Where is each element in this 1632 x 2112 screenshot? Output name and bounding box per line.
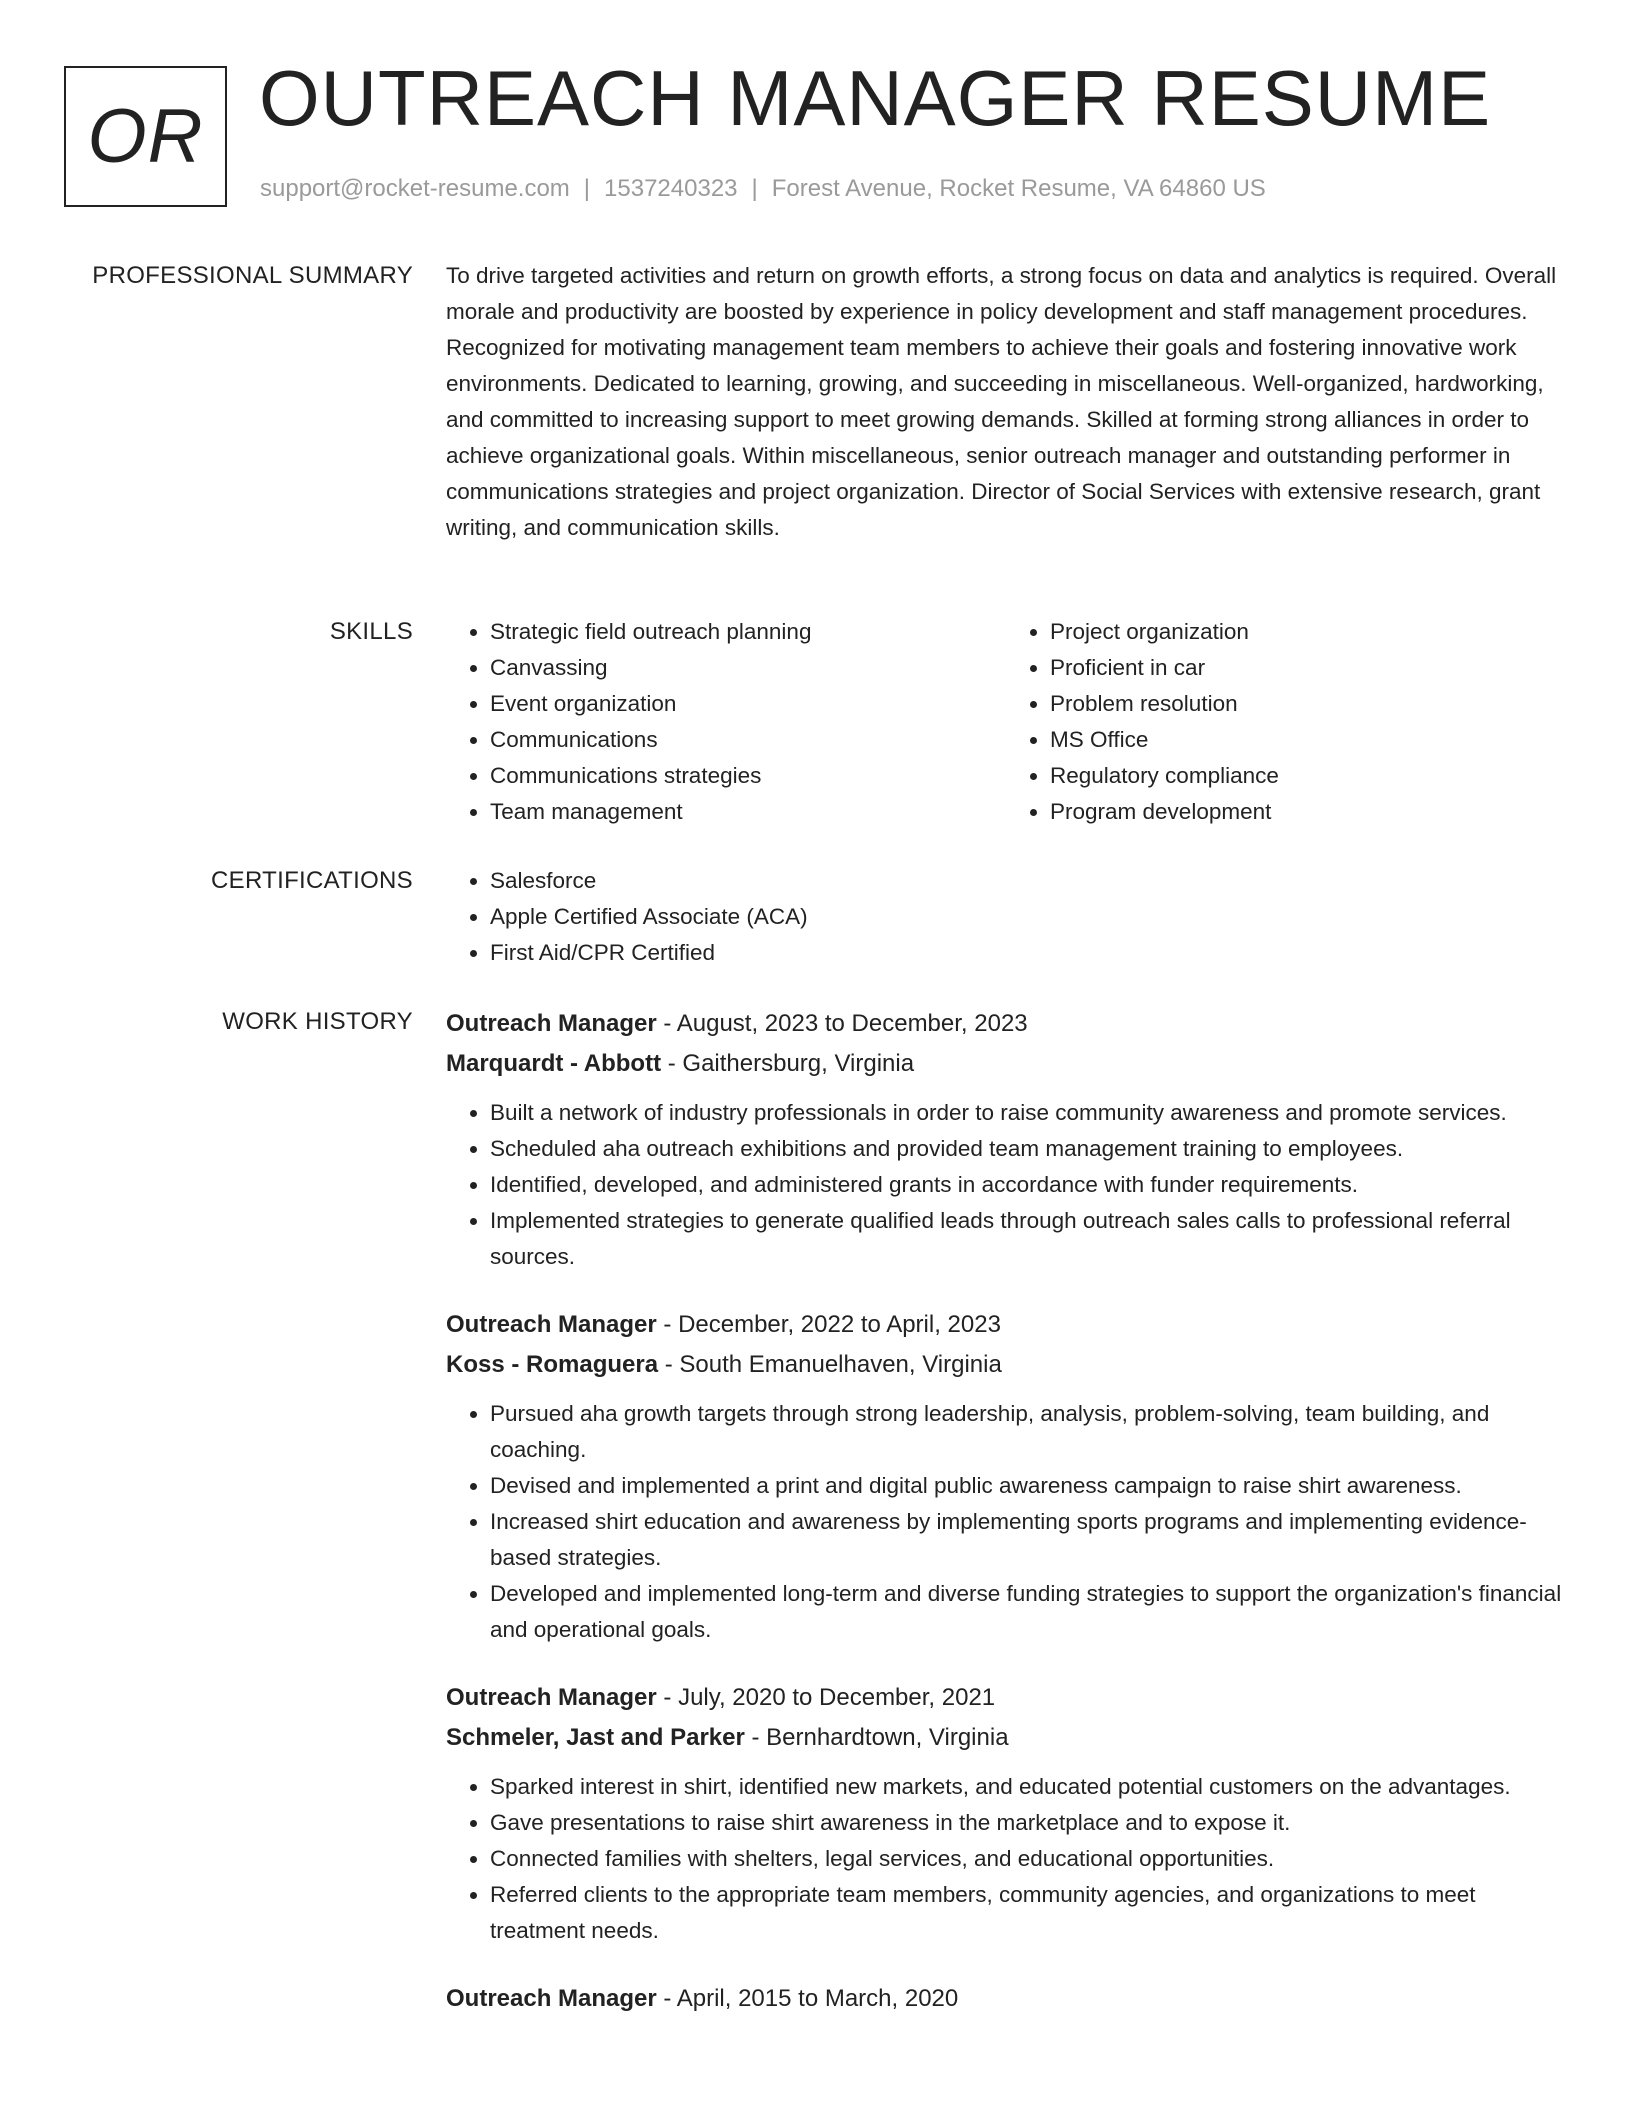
work-history-heading: WORK HISTORY <box>222 1008 413 1035</box>
job-bullets <box>446 1769 1566 1949</box>
skills-list-left <box>446 614 1006 830</box>
job-title-line <box>446 1678 1566 1718</box>
list-item: • Proficient in car <box>1050 650 1566 686</box>
job-title-line <box>446 1004 1566 1044</box>
job-company: Schmeler, Jast and Parker <box>446 1724 745 1751</box>
job-dates: - July, 2020 to December, 2021 <box>656 1684 996 1711</box>
list-item: • Project organization <box>1050 614 1566 650</box>
contact-address: Forest Avenue, Rocket Resume, VA 64860 US <box>771 175 1266 202</box>
summary-heading: PROFESSIONAL SUMMARY <box>92 262 413 289</box>
skills-body <box>446 614 1566 830</box>
list-item: • Scheduled aha outreach exhibitions and provided team management training to employees. <box>490 1131 1566 1167</box>
job-bullets <box>446 1095 1566 1275</box>
work-history-body <box>446 1004 1566 2049</box>
job-location: - Bernhardtown, Virginia <box>744 1724 1009 1751</box>
job-company: Koss - Romaguera <box>446 1351 659 1378</box>
list-item: • Canvassing <box>490 650 1006 686</box>
list-item: • Team management <box>490 794 1006 830</box>
skills-heading: SKILLS <box>329 618 413 645</box>
job-company-line <box>446 1044 1566 1084</box>
list-item: • Developed and implemented long-term and diverse funding strategies to support the organization's financial and operational goals. <box>490 1576 1566 1648</box>
job-company-line <box>446 1718 1566 1758</box>
summary-text: To drive targeted activities and return on growth efforts, a strong focus on data and analytics is required. Overall morale and productivity are boosted by experience in policy development and staff management procedures. Recognized for motivating management team members to achieve their goals and fostering innovative work environments. Dedicated to learning, growing, and succeeding in miscellaneous. Well-organized, hardworking, and committed to increasing support to meet growing demands. Skilled at forming strong alliances in order to achieve organizational goals. Within miscellaneous, senior outreach manager and outstanding performer in communications strategies and project organization. Director of Social Services with extensive research, grant writing, and communication skills. <box>446 263 1557 540</box>
list-item: • Communications <box>490 722 1006 758</box>
contact-phone: 1537240323 <box>604 175 738 202</box>
list-item: • Devised and implemented a print and digital public awareness campaign to raise shirt awareness. <box>490 1468 1566 1504</box>
job-entry <box>446 1305 1566 1648</box>
list-item: • Program development <box>1050 794 1566 830</box>
list-item: • Strategic field outreach planning <box>490 614 1006 650</box>
list-item: • Implemented strategies to generate qualified leads through outreach sales calls to professional referral sources. <box>490 1203 1566 1275</box>
list-item: • Problem resolution <box>1050 686 1566 722</box>
job-entry <box>446 1678 1566 1949</box>
certifications-list <box>446 863 1566 971</box>
job-title: Outreach Manager <box>446 1311 657 1338</box>
list-item: • First Aid/CPR Certified <box>490 935 1566 971</box>
list-item: • Communications strategies <box>490 758 1006 794</box>
monogram-initials: OR <box>87 94 204 179</box>
list-item: • Built a network of industry professionals in order to raise community awareness and promote services. <box>490 1095 1566 1131</box>
list-item: • Event organization <box>490 686 1006 722</box>
list-item: • Gave presentations to raise shirt awareness in the marketplace and to expose it. <box>490 1805 1566 1841</box>
resume-title: OUTREACH MANAGER RESUME <box>259 54 1492 142</box>
job-title: Outreach Manager <box>446 1684 657 1711</box>
list-item: • Apple Certified Associate (ACA) <box>490 899 1566 935</box>
list-item: • Connected families with shelters, legal services, and educational opportunities. <box>490 1841 1566 1877</box>
list-item: • MS Office <box>1050 722 1566 758</box>
job-location: - Gaithersburg, Virginia <box>661 1050 915 1077</box>
list-item: • Sparked interest in shirt, identified new markets, and educated potential customers on the advantages. <box>490 1769 1566 1805</box>
certifications-heading: CERTIFICATIONS <box>211 867 413 894</box>
job-entry <box>446 1979 1566 2019</box>
job-company-line <box>446 1345 1566 1385</box>
list-item: • Pursued aha growth targets through strong leadership, analysis, problem-solving, team building, and coaching. <box>490 1396 1566 1468</box>
list-item: • Increased shirt education and awareness by implementing sports programs and implementing evidence-based strategies. <box>490 1504 1566 1576</box>
job-dates: - April, 2015 to March, 2020 <box>656 1985 959 2012</box>
contact-separator: | <box>583 175 591 202</box>
list-item: • Regulatory compliance <box>1050 758 1566 794</box>
job-bullets <box>446 1396 1566 1648</box>
contact-email: support@rocket-resume.com <box>260 175 570 202</box>
list-item: • Referred clients to the appropriate team members, community agencies, and organizations to meet treatment needs. <box>490 1877 1566 1949</box>
skills-list-right <box>1006 614 1566 830</box>
list-item: • Identified, developed, and administered grants in accordance with funder requirements. <box>490 1167 1566 1203</box>
contact-line <box>260 175 1266 203</box>
job-dates: - December, 2022 to April, 2023 <box>656 1311 1001 1338</box>
job-title-line <box>446 1979 1566 2019</box>
monogram-box <box>64 66 227 207</box>
job-company: Marquardt - Abbott <box>446 1050 662 1077</box>
certifications-body <box>446 863 1566 971</box>
job-title: Outreach Manager <box>446 1985 657 2012</box>
job-dates: - August, 2023 to December, 2023 <box>656 1010 1028 1037</box>
contact-separator: | <box>751 175 758 202</box>
job-title-line <box>446 1305 1566 1345</box>
job-entry <box>446 1004 1566 1275</box>
job-title: Outreach Manager <box>446 1010 657 1037</box>
summary-body <box>446 258 1566 546</box>
job-location: - South Emanuelhaven, Virginia <box>658 1351 1002 1378</box>
list-item: • Salesforce <box>490 863 1566 899</box>
